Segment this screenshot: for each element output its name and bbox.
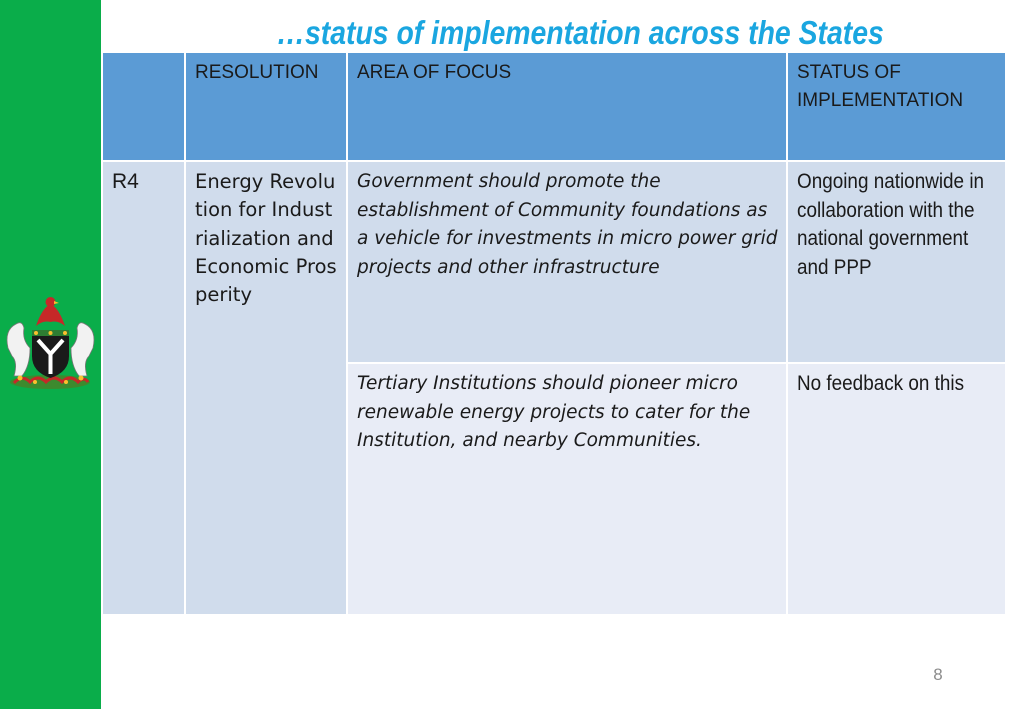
area-of-focus-text: Tertiary Institutions should pioneer micro renewable energy projects to cater for the Institution, and nearby Communities.	[357, 373, 751, 451]
status-cell	[787, 363, 1006, 615]
header-blank	[102, 52, 185, 161]
page-number: 8	[933, 665, 943, 684]
table-header-row	[102, 52, 1006, 161]
area-of-focus-cell	[347, 161, 787, 363]
area-of-focus-text: Government should promote the establishment of Community foundations as a vehicle for investments in micro power grid projects and other infrastructure	[357, 171, 778, 278]
resolution-id: R4	[112, 170, 139, 193]
status-text: No feedback on this	[797, 372, 965, 395]
area-of-focus-cell	[347, 363, 787, 615]
status-text: Ongoing nationwide in collaboration with the national government and PPP	[797, 170, 985, 279]
coat-of-arms-icon	[0, 290, 101, 395]
resolution-name: Energy Revolution for Industrialization and Economic Prosperity	[195, 170, 337, 307]
table-row	[102, 161, 1006, 363]
resolution-id-cell	[102, 161, 185, 615]
header-status: STATUS OF IMPLEMENTATION	[787, 52, 1006, 161]
status-cell	[787, 161, 1006, 363]
slide-title: …status of implementation across the States	[276, 14, 884, 51]
header-resolution: RESOLUTION	[185, 52, 347, 161]
resolution-name-cell	[185, 161, 347, 615]
status-table	[101, 51, 1007, 616]
header-area-of-focus: AREA OF FOCUS	[347, 52, 787, 161]
